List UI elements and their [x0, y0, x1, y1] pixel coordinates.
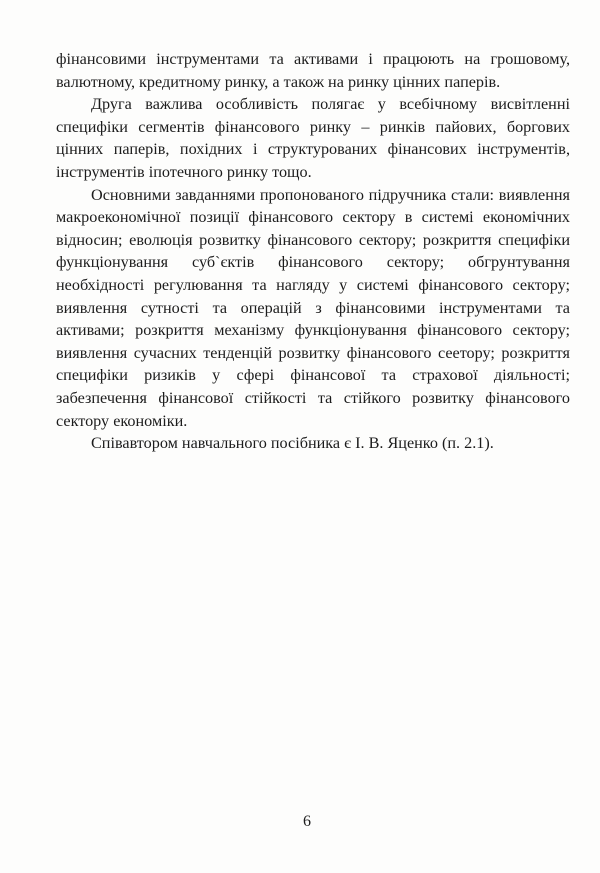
- page-number: [0, 812, 600, 832]
- paragraph-feature: Друга важлива особливість полягає у всебічному висвітленні специфіки сегментів фінансового ринку – ринків пайових, боргових цінних паперів, похідних і структурованих фінансових інструментів, інструментів іпотечного ринку тощо.: [56, 95, 570, 181]
- paragraph-coauthor: Співавтором навчального посібника є І. В. Яценко (п. 2.1).: [91, 434, 494, 453]
- page-number-text: 6: [303, 813, 311, 830]
- paragraph-continuation: фінансовими інструментами та активами і працюють на грошовому, валютному, кредитному ринку, а також на ринку цінних паперів.: [56, 50, 570, 91]
- paragraph-tasks: Основними завданнями пропонованого підручника стали: виявлення макроекономічної позиції фінансового сектору в системі економічних відносин; еволюція розвитку фінансового сектору; розкриття специфіки функціонування суб`єктів фінансового сектору; обгрунтування необхідності регулювання та нагляду у системі фінансового сектору; виявлення сутності та операцій з фінансовими інструментами та активами; розкриття механізму функціонування фінансового сектору; виявлення сучасних тенденцій розвитку фінансового сеетору; розкриття специфіки ризиків у сфері фінансової та страхової діяльності; забезпечення фінансової стійкості та стійкого розвитку фінансового сектору економіки.: [56, 185, 570, 430]
- body-text: [56, 48, 570, 455]
